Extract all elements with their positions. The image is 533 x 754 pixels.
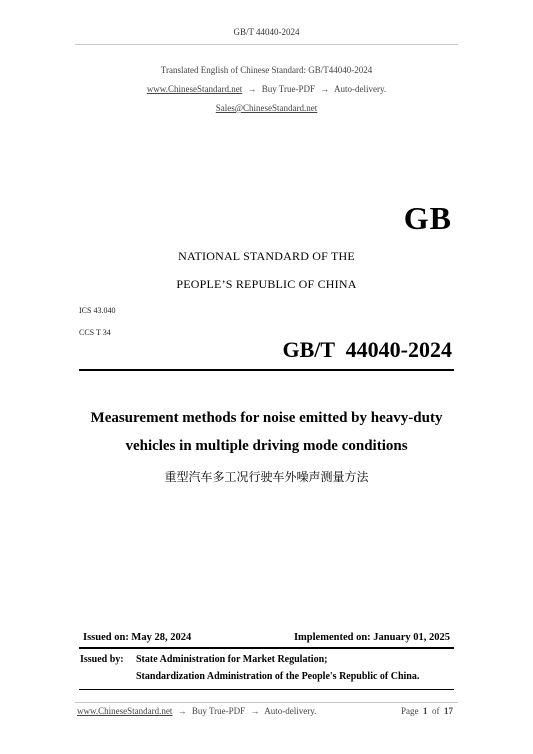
dates-rule — [79, 647, 454, 649]
issuer-org-1: State Administration for Market Regulation; — [136, 654, 328, 665]
running-header: GB/T 44040-2024 — [233, 27, 300, 37]
page-current: 1 — [423, 706, 428, 716]
arrow-right-icon: → — [320, 84, 330, 94]
email-line — [0, 103, 533, 113]
auto-delivery-text: Auto-delivery. — [334, 84, 387, 94]
footer-divider — [75, 702, 458, 703]
page-of: of — [432, 706, 440, 716]
gb-logo: GB — [403, 200, 452, 236]
title-chinese: 重型汽车多工况行驶车外噪声测量方法 — [164, 470, 369, 484]
issued-by-label: Issued by: — [80, 654, 124, 665]
page-indicator — [401, 706, 453, 716]
arrow-right-icon: → — [247, 84, 257, 94]
implemented-date: Implemented on: January 01, 2025 — [293, 632, 450, 643]
issued-date: Issued on: May 28, 2024 — [83, 632, 192, 643]
authority-line-1: NATIONAL STANDARD OF THE — [178, 249, 355, 263]
footer-delivery-text: Auto-delivery. — [264, 706, 317, 716]
footer-site-link[interactable]: www.ChineseStandard.net — [77, 706, 173, 716]
site-link[interactable]: www.ChineseStandard.net — [146, 84, 243, 94]
footer-links — [77, 706, 316, 716]
issuer-org-2: Standardization Administration of the People's Republic of China. — [136, 671, 420, 682]
ics-code: ICS 43.040 — [79, 306, 116, 315]
arrow-right-icon: → — [250, 706, 260, 716]
page-label: Page — [401, 706, 419, 716]
sales-email-link[interactable]: Sales@ChineseStandard.net — [215, 103, 318, 113]
buy-pdf-text: Buy True-PDF — [261, 84, 315, 94]
purchase-line — [0, 84, 533, 94]
title-line-2: vehicles in multiple driving mode conditions — [125, 438, 408, 454]
page-total: 17 — [444, 706, 453, 716]
footer-buy-text: Buy True-PDF — [191, 706, 246, 716]
title-line-1: Measurement methods for noise emitted by heavy-duty — [90, 410, 443, 426]
issuers-rule — [79, 689, 454, 690]
ccs-code: CCS T 34 — [79, 328, 111, 337]
header-divider — [75, 44, 458, 45]
translation-note: Translated English of Chinese Standard: GB/T44040-2024 — [160, 65, 373, 75]
standard-number-rule — [79, 369, 454, 371]
arrow-right-icon: → — [177, 706, 187, 716]
standard-number: GB/T 44040-2024 — [282, 337, 452, 362]
authority-line-2: PEOPLE’S REPUBLIC OF CHINA — [176, 277, 357, 291]
